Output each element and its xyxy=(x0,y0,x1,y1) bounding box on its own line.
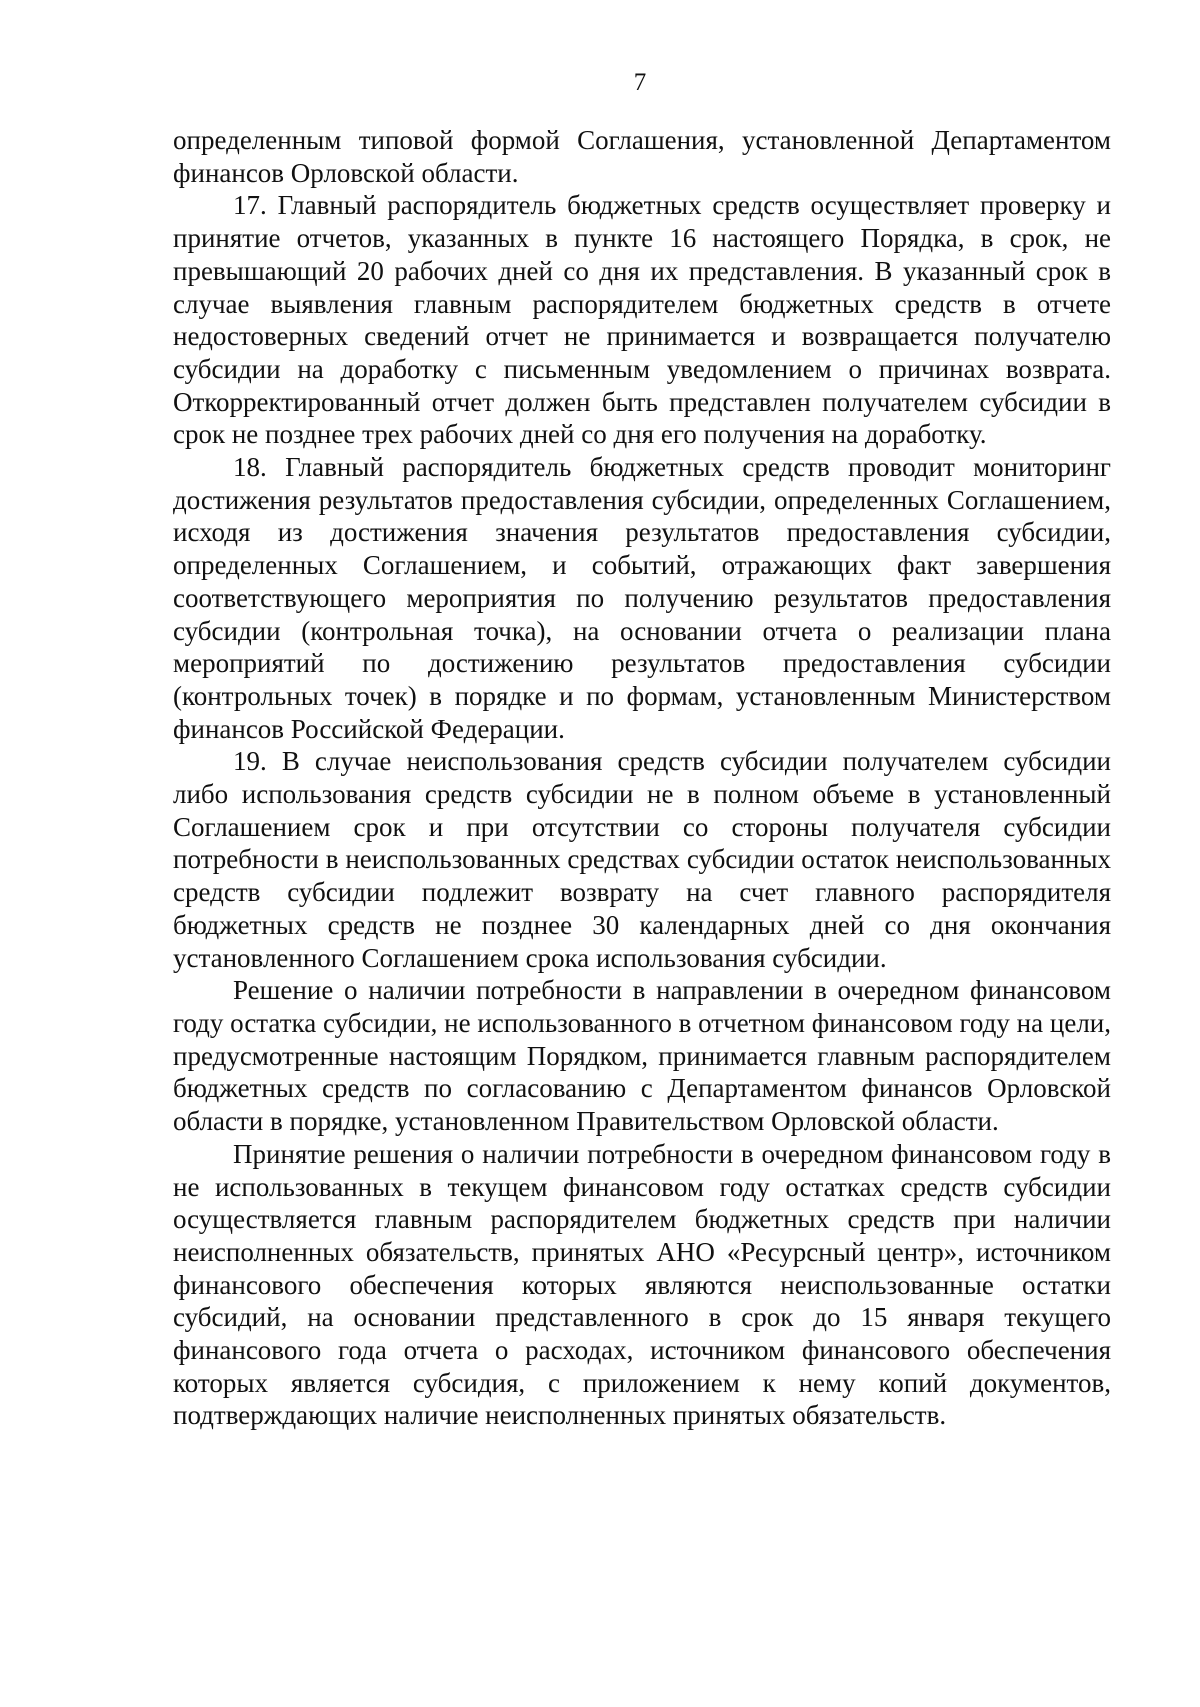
paragraph-continuation: определенным типовой формой Соглашения, установленной Департаментом финансов Орловской области. xyxy=(173,125,1111,188)
paragraph-remaining-decision: Решение о наличии потребности в направлении в очередном финансовом году остатка субсидии, не использованного в отчетном финансовом году на цели, предусмотренные настоящим Порядком, принимается главным распорядителем бюджетных средств по согласованию с Департаментом финансов Орловской области в порядке, установленном Правительством Орловской области. xyxy=(173,975,1111,1137)
paragraph-decision-procedure: Принятие решения о наличии потребности в очередном финансовом году в не использованных в текущем финансовом году остатках средств субсидии осуществляется главным распорядителем бюджетных средств при наличии неисполненных обязательств, принятых АНО «Ресурсный центр», источником финансового обеспечения которых являются неиспользованные остатки субсидий, на основании представленного в срок до 15 января текущего финансового года отчета о расходах, источником финансового обеспечения которых является субсидия, с приложением к нему копий документов, подтверждающих наличие неисполненных принятых обязательств. xyxy=(173,1138,1111,1431)
paragraph-item-17: 17. Главный распорядитель бюджетных средств осуществляет проверку и принятие отчетов, указанных в пункте 16 настоящего Порядка, в срок, не превышающий 20 рабочих дней со дня их представления. В указанный срок в случае выявления главным распорядителем бюджетных средств в отчете недостоверных сведений отчет не принимается и возвращается получателю субсидии на доработку с письменным уведомлением о причинах возврата. Откорректированный отчет должен быть представлен получателем субсидии в срок не позднее трех рабочих дней со дня его получения на доработку. xyxy=(173,190,1111,450)
document-body xyxy=(173,124,1111,1432)
paragraph-item-18: 18. Главный распорядитель бюджетных средств проводит мониторинг достижения результатов предоставления субсидии, определенных Соглашением, исходя из достижения значения результатов предоставления субсидии, определенных Соглашением, и событий, отражающих факт завершения соответствующего мероприятия по получению результатов предоставления субсидии (контрольная точка), на основании отчета о реализации плана мероприятий по достижению результатов предоставления субсидии (контрольных точек) в порядке и по формам, установленным Министерством финансов Российской Федерации. xyxy=(173,452,1111,744)
paragraph-item-19: 19. В случае неиспользования средств субсидии получателем субсидии либо использования средств субсидии не в полном объеме в установленный Соглашением срок и при отсутствии со стороны получателя субсидии потребности в неиспользованных средствах субсидии остаток неиспользованных средств субсидии подлежит возврату на счет главного распорядителя бюджетных средств не позднее 30 календарных дней со дня окончания установленного Соглашением срока использования субсидии. xyxy=(173,746,1111,973)
page-number: 7 xyxy=(633,69,647,96)
